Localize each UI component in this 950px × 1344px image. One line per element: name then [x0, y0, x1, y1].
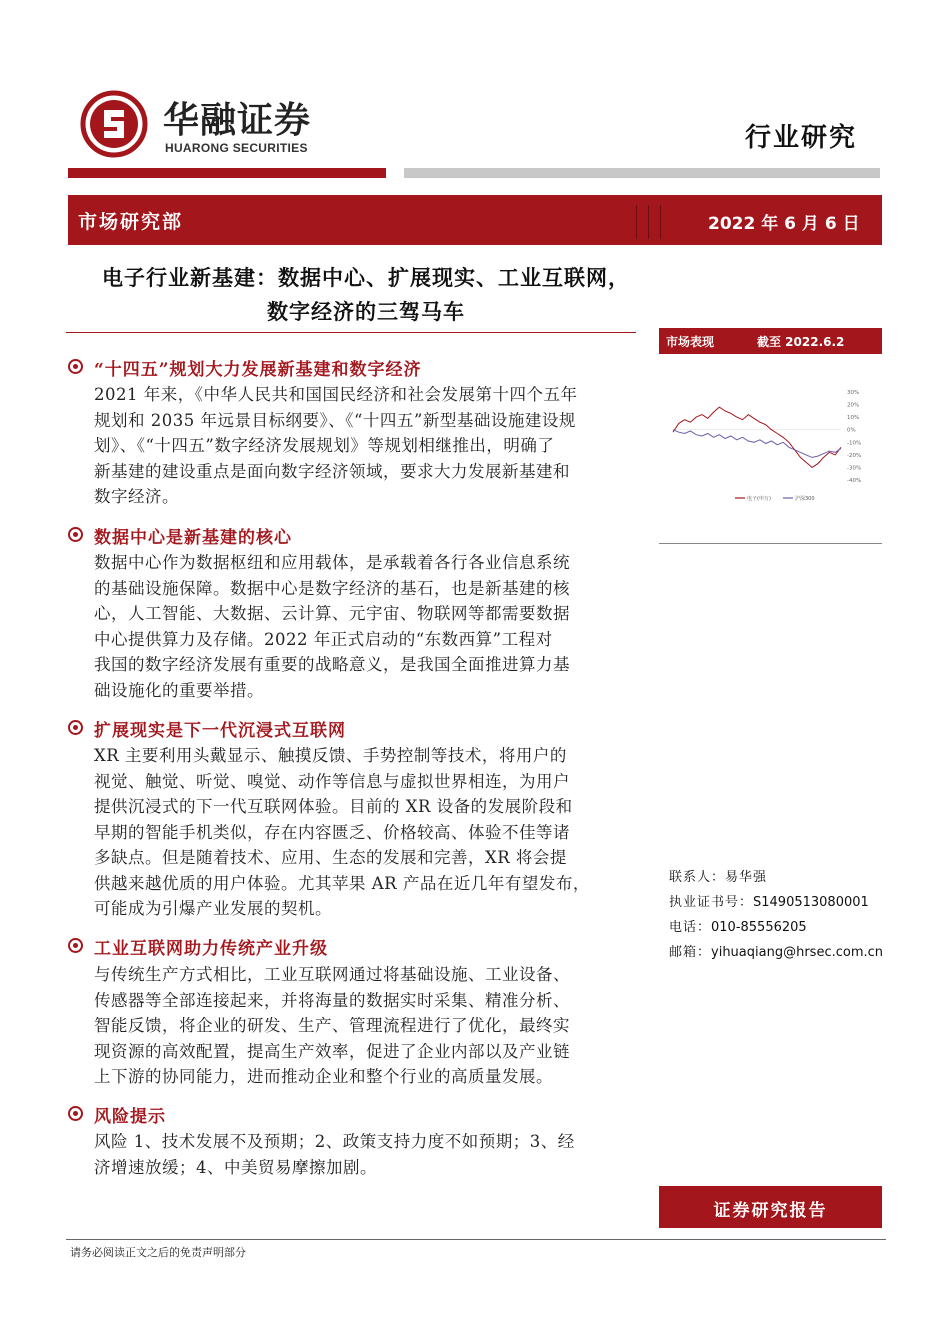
- banner-stripe: [648, 205, 649, 239]
- y-tick-label: 20%: [847, 402, 860, 409]
- body-line: 提供沉浸式的下一代互联网体验。目前的 XR 设备的发展阶段和: [94, 797, 573, 816]
- contact-phone-label: 电话：: [669, 920, 712, 935]
- body-line: 视觉、触觉、听觉、嗅觉、动作等信息与虚拟世界相连，为用户: [94, 771, 570, 791]
- body-line: 中心提供算力及存储。2022 年正式启动的“东数西算”工程对: [94, 629, 553, 649]
- legend-label: 电子(申万): [747, 496, 771, 502]
- y-tick-label: -40%: [847, 478, 862, 484]
- body-line: 我国的数字经济发展有重要的战略意义，是我国全面推进算力基: [94, 655, 570, 674]
- body-line: 传感器等全部连接起来，并将海量的数据实时采集、精准分析、: [94, 990, 570, 1010]
- disclaimer-text: 请务必阅读正文之后的免责声明部分: [70, 1246, 246, 1259]
- body-line: 数字经济。: [94, 487, 179, 506]
- contact-phone-row: [669, 916, 807, 935]
- section-body: [94, 382, 634, 510]
- y-tick-label: 0%: [847, 427, 856, 434]
- body-line: 的基础设施保障。数据中心是数字经济的基石，也是新基建的核: [94, 578, 570, 598]
- huarong-logo: [80, 90, 148, 158]
- contact-email-label: 邮箱：: [669, 945, 712, 960]
- report-date: 2022 年 6 月 6 日: [708, 214, 860, 234]
- legend-label: 沪深300: [795, 496, 815, 502]
- body-line: 数据中心作为数据枢纽和应用载体，是承载着各行各业信息系统: [94, 553, 570, 572]
- contact-phone: 010-85556205: [711, 920, 807, 935]
- title-rule: [66, 332, 636, 333]
- section-body: [94, 962, 634, 1090]
- section-heading: 风险提示: [94, 1107, 166, 1127]
- body-line: 可能成为引爆产业发展的契机。: [94, 899, 332, 918]
- body-line: 2021 年来，《中华人民共和国国民经济和社会发展第十四个五年: [94, 385, 578, 404]
- market-chart-svg: [665, 380, 877, 510]
- section-body: [94, 743, 634, 922]
- bullet-icon: [68, 720, 83, 735]
- series-line: [673, 407, 841, 467]
- body-line: 多缺点。但是随着技术、应用、生态的发展和完善，XR 将会提: [94, 848, 567, 867]
- body-line: 上下游的协同能力，进而推动企业和整个行业的高质量发展。: [94, 1067, 553, 1086]
- body-line: 早期的智能手机类似，存在内容匮乏、价格较高、体验不佳等诸: [94, 822, 570, 842]
- contact-license: S1490513080001: [753, 895, 869, 910]
- y-tick-label: -20%: [847, 452, 862, 459]
- series-line: [673, 430, 841, 458]
- header-rule-red: [68, 168, 386, 178]
- banner-stripe: [636, 205, 637, 239]
- section-heading: 数据中心是新基建的核心: [94, 528, 292, 548]
- bullet-icon: [68, 359, 83, 374]
- footer-rule: [66, 1239, 886, 1240]
- section-heading: 扩展现实是下一代沉浸式互联网: [94, 721, 346, 741]
- section-body: [94, 550, 634, 703]
- sidebar-divider: [659, 543, 882, 544]
- y-tick-label: -30%: [847, 465, 862, 472]
- market-chart: [665, 380, 877, 510]
- contact-license-row: [669, 891, 869, 910]
- market-as-of-date: 截至 2022.6.2: [757, 335, 845, 349]
- report-type: 行业研究: [745, 123, 858, 153]
- contact-email[interactable]: yihuaqiang@hrsec.com.cn: [711, 945, 884, 960]
- bullet-icon: [68, 1106, 83, 1121]
- contact-name: 易华强: [725, 870, 768, 885]
- body-line: 新基建的建设重点是面向数字经济领域，要求大力发展新基建和: [94, 461, 570, 481]
- body-line: 规划和 2035 年远景目标纲要》、《“十四五”新型基础设施建设规: [94, 410, 576, 430]
- body-line: 与传统生产方式相比，工业互联网通过将基础设施、工业设备、: [94, 965, 570, 984]
- body-line: 础设施化的重要举措。: [94, 680, 264, 700]
- banner-stripe: [660, 205, 661, 239]
- bullet-icon: [68, 527, 83, 542]
- report-label: 证券研究报告: [713, 1201, 828, 1221]
- body-line: 智能反馈，将企业的研发、生产、管理流程进行了优化，最终实: [94, 1016, 570, 1035]
- bullet-icon: [68, 938, 83, 953]
- market-performance-label: 市场表现: [666, 335, 715, 349]
- brand-name-cn: 华融证券: [163, 100, 312, 141]
- brand-name-en: HUARONG SECURITIES: [165, 141, 308, 155]
- y-tick-label: 10%: [847, 415, 860, 422]
- contact-name-label: 联系人：: [669, 870, 726, 885]
- body-line: XR 主要利用头戴显示、触摸反馈、手势控制等技术，将用户的: [94, 746, 567, 765]
- report-title-line1: 电子行业新基建：数据中心、扩展现实、工业互联网，: [102, 265, 630, 290]
- body-line: 划》、《“十四五”数字经济发展规划》等规划相继推出，明确了: [94, 436, 555, 455]
- report-title-line2: 数字经济的三驾马车: [267, 299, 465, 324]
- body-line: 济增速放缓；4、中美贸易摩擦加剧。: [94, 1157, 377, 1177]
- section-heading: 工业互联网助力传统产业升级: [94, 939, 328, 959]
- department-label: 市场研究部: [78, 211, 184, 233]
- section-heading: “十四五”规划大力发展新基建和数字经济: [94, 360, 422, 380]
- body-line: 供越来越优质的用户体验。尤其苹果 AR 产品在近几年有望发布，: [94, 873, 590, 893]
- contact-name-row: [669, 866, 767, 885]
- y-tick-label: -10%: [847, 440, 862, 447]
- contact-license-label: 执业证书号：: [669, 895, 754, 910]
- body-line: 心，人工智能、大数据、云计算、元宇宙、物联网等都需要数据: [94, 604, 570, 623]
- body-line: 风险 1、技术发展不及预期；2、政策支持力度不如预期；3、经: [94, 1132, 575, 1151]
- section-body: [94, 1129, 634, 1180]
- y-tick-label: 30%: [847, 390, 860, 396]
- header-rule-gray: [404, 168, 880, 178]
- contact-email-row: [669, 941, 883, 960]
- body-line: 现资源的高效配置，提高生产效率，促进了企业内部以及产业链: [94, 1041, 570, 1061]
